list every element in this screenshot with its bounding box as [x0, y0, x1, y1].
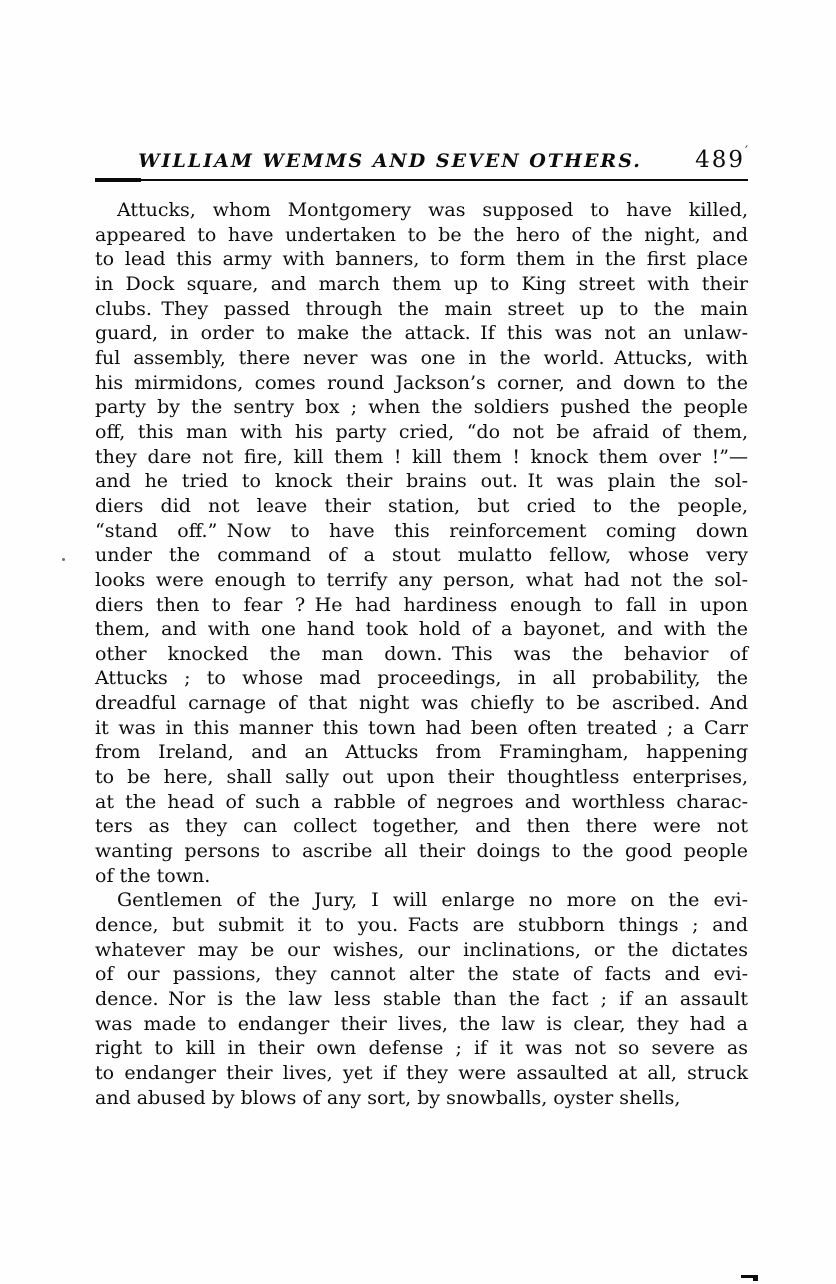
text-line: dence, but submit it to you. Facts are stubborn things ; and — [95, 914, 748, 937]
text-line: dence. Nor is the law less stable than the fact ; if an assault — [95, 988, 748, 1010]
text-line: Gentlemen of the Jury, I will enlarge no more on the evi- — [117, 889, 748, 912]
text-line: Attucks ; to whose mad proceedings, in all probability, the — [95, 667, 748, 690]
stray-ink-mark: ′ — [745, 144, 748, 159]
text-line: was made to endanger their lives, the law is clear, they had a — [95, 1012, 748, 1035]
text-line: diers then to fear ? He had hardiness enough to fall in upon — [95, 593, 748, 616]
text-line: right to kill in their own defense ; if it was not so severe as — [95, 1037, 748, 1060]
text-line: other knocked the man down. This was the behavior of — [95, 642, 748, 665]
text-line: in Dock square, and march them up to King street with their — [95, 272, 748, 295]
text-line: them, and with one hand took hold of a bayonet, and with the — [95, 618, 748, 641]
text-line: Attucks, whom Montgomery was supposed to have killed, — [117, 199, 748, 221]
text-line: “stand off.” Now to have this reinforcement coming down — [95, 519, 748, 542]
text-line: looks were enough to terrify any person, what had not the sol- — [95, 568, 748, 591]
page-number-wrap — [695, 144, 748, 173]
text-line: his mirmidons, comes round Jackson’s corner, and down to the — [95, 371, 748, 394]
text-line: they dare not fire, kill them ! kill them ! knock them over !”— — [95, 445, 748, 468]
text-line: and he tried to knock their brains out. It was plain the sol- — [95, 470, 748, 493]
text-line: whatever may be our wishes, our inclinations, or the dictates — [95, 938, 748, 961]
page-content — [95, 144, 748, 1110]
text-line: diers did not leave their station, but cried to the people, — [95, 494, 748, 517]
page-number: 489 — [695, 147, 746, 173]
text-line: party by the sentry box ; when the soldiers pushed the people — [95, 396, 748, 419]
scan-artifact-corner-mark — [741, 1275, 758, 1278]
text-line: and abused by blows of any sort, by snowballs, oyster shells, — [95, 1086, 681, 1109]
text-line: ful assembly, there never was one in the world. Attucks, with — [95, 346, 748, 369]
text-line: clubs. They passed through the main street up to the main — [95, 297, 748, 320]
text-line: under the command of a stout mulatto fellow, whose very — [95, 544, 748, 567]
text-line: it was in this manner this town had been often treated ; a Carr — [95, 716, 748, 739]
text-line: of the town. — [95, 864, 211, 887]
scan-artifact-dot — [62, 558, 65, 561]
running-title: WILLIAM WEMMS AND SEVEN OTHERS. — [138, 150, 642, 172]
page-header — [95, 144, 748, 173]
paragraph-1 — [95, 198, 748, 888]
text-line: off, this man with his party cried, “do not be afraid of them, — [95, 420, 748, 443]
text-line: dreadful carnage of that night was chiefly to be ascribed. And — [95, 692, 748, 715]
text-line: appeared to have undertaken to be the hero of the night, and — [95, 223, 748, 246]
text-line: at the head of such a rabble of negroes and worthless charac- — [95, 790, 748, 813]
text-line: to lead this army with banners, to form them in the first place — [95, 248, 748, 271]
text-line: ters as they can collect together, and then there were not — [95, 815, 748, 838]
text-line: guard, in order to make the attack. If this was not an unlaw- — [95, 322, 748, 345]
text-line: to be here, shall sally out upon their thoughtless enterprises, — [95, 766, 748, 789]
paragraph-2 — [95, 888, 748, 1110]
page-body — [95, 198, 748, 1110]
text-line: of our passions, they cannot alter the state of facts and evi- — [95, 963, 748, 986]
text-line: from Ireland, and an Attucks from Framingham, happening — [95, 741, 748, 764]
text-line: wanting persons to ascribe all their doings to the good people — [95, 840, 748, 863]
text-line: to endanger their lives, yet if they were assaulted at all, struck — [95, 1061, 748, 1084]
header-rule — [95, 179, 748, 181]
